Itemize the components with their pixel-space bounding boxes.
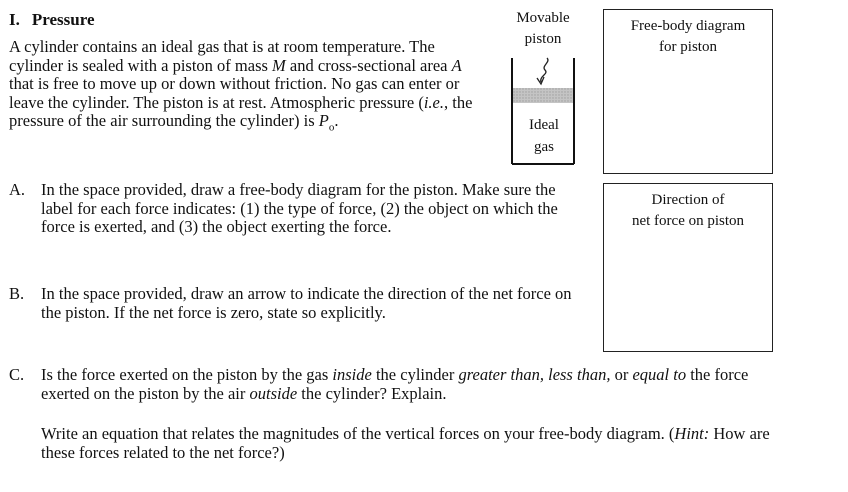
question-b xyxy=(9,285,589,322)
question-c-text: Is the force exerted on the piston by the gas inside the cylinder greater than, less than, or equal to the force exerted on the piston by the air outside the cylinder? Explain. xyxy=(41,365,749,403)
intro-text-2: and cross-sectional area xyxy=(285,55,452,75)
intro-text-5: . xyxy=(334,111,339,130)
section-heading: Pressure xyxy=(31,10,95,29)
question-b-letter: B. xyxy=(9,284,25,303)
mass-symbol: M xyxy=(272,55,286,75)
section-number: I. xyxy=(9,10,20,29)
intro-text-1: A cylinder contains an ideal gas that is at room temperature. The cylinder is sealed with a piston of mass xyxy=(9,37,435,75)
equal-emphasis: equal to xyxy=(632,365,687,384)
question-c-letter: C. xyxy=(9,365,25,384)
gas-label-line2: gas xyxy=(534,139,554,155)
fbd-title-line2: for piston xyxy=(659,39,717,55)
piston-label-line2: piston xyxy=(524,31,562,47)
fbd-box-title xyxy=(604,16,772,58)
question-a-letter: A. xyxy=(9,180,26,199)
question-a xyxy=(9,181,579,237)
ie-text: i.e. xyxy=(423,92,445,112)
hint-label: Hint: xyxy=(674,424,710,443)
net-title-line2: net force on piston xyxy=(631,213,745,229)
inside-emphasis: inside xyxy=(332,365,372,384)
question-c-equation-prompt: Write an equation that relates the magnitudes of the vertical forces on your free-body diagram. (Hint: How are these forces related to the net force?) xyxy=(41,424,770,462)
piston-label-line1: Movable xyxy=(516,10,570,26)
net-title-line1: Direction of xyxy=(651,192,725,208)
intro-paragraph xyxy=(9,37,489,134)
pressure-subscript: o xyxy=(328,121,335,134)
section-title xyxy=(9,10,95,30)
question-a-text: In the space provided, draw a free-body diagram for the piston. Make sure the label for each force indicates: (1) the type of force, (2) the object on which the force is exerted, and (3) the object exerting the force. xyxy=(41,180,558,236)
gas-label-line1: Ideal xyxy=(529,117,559,133)
question-c xyxy=(9,366,789,403)
outside-emphasis: outside xyxy=(249,383,298,403)
free-body-diagram-box[interactable] xyxy=(603,9,773,174)
intro-text-4: , the pressure of the air surrounding the cylinder) is xyxy=(9,92,473,130)
area-symbol: A xyxy=(451,55,462,75)
net-box-title xyxy=(604,190,772,232)
fbd-title-line1: Free-body diagram xyxy=(630,18,746,34)
net-force-box[interactable] xyxy=(603,183,773,352)
pointer-arrow xyxy=(541,58,548,82)
intro-text-3: that is free to move up or down without friction. No gas can enter or leave the cylinder. The piston is at rest. Atmospheric pressure ( xyxy=(9,74,460,112)
question-b-text: In the space provided, draw an arrow to indicate the direction of the net force on the piston. If the net force is zero, state so explicitly. xyxy=(41,284,572,322)
piston-label xyxy=(505,8,581,50)
options-emphasis: greater than, less than, xyxy=(458,365,611,384)
pressure-symbol: P xyxy=(318,111,329,130)
gas-label xyxy=(514,114,574,158)
